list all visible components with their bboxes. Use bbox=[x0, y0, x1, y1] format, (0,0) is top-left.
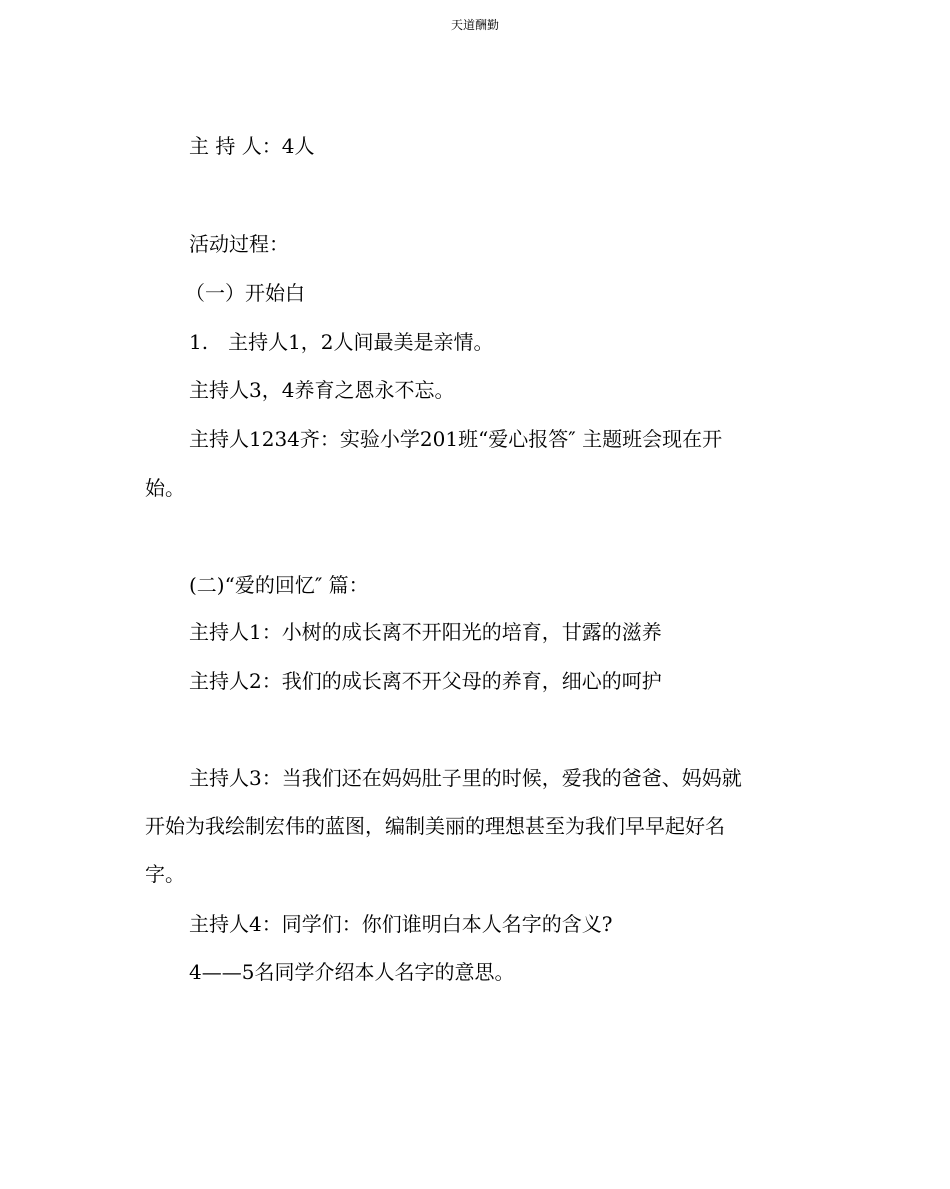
page-header: 天道酬勤 bbox=[450, 18, 499, 32]
paragraph-line: 1. 主持人1，2人间最美是亲情。 bbox=[189, 330, 494, 354]
paragraph-line: 主持人4：同学们：你们谁明白本人名字的含义? bbox=[189, 912, 613, 936]
paragraph-line: 4——5名同学介绍本人名字的意思。 bbox=[189, 960, 515, 984]
host-count-line: 主 持 人：4人 bbox=[189, 134, 315, 158]
paragraph-line: 主持人1234齐：实验小学201班“爱心报答″ 主题班会现在开 bbox=[189, 427, 723, 451]
paragraph-line: 始。 bbox=[145, 476, 185, 500]
paragraph-line: 开始为我绘制宏伟的蓝图，编制美丽的理想甚至为我们早早起好名 bbox=[145, 814, 725, 838]
paragraph-line: 主持人3，4养育之恩永不忘。 bbox=[189, 378, 455, 402]
paragraph-line: 主持人2：我们的成长离不开父母的养育，细心的呵护 bbox=[189, 669, 662, 693]
section-one-heading: （一）开始白 bbox=[185, 281, 305, 305]
paragraph-line: 主持人1：小树的成长离不开阳光的培育，甘露的滋养 bbox=[189, 620, 662, 644]
activity-process-heading: 活动过程： bbox=[189, 232, 289, 256]
paragraph-line: 字。 bbox=[145, 862, 185, 886]
section-two-heading: (二)“爱的回忆″ 篇： bbox=[189, 573, 369, 597]
paragraph-line: 主持人3：当我们还在妈妈肚子里的时候，爱我的爸爸、妈妈就 bbox=[189, 766, 742, 790]
